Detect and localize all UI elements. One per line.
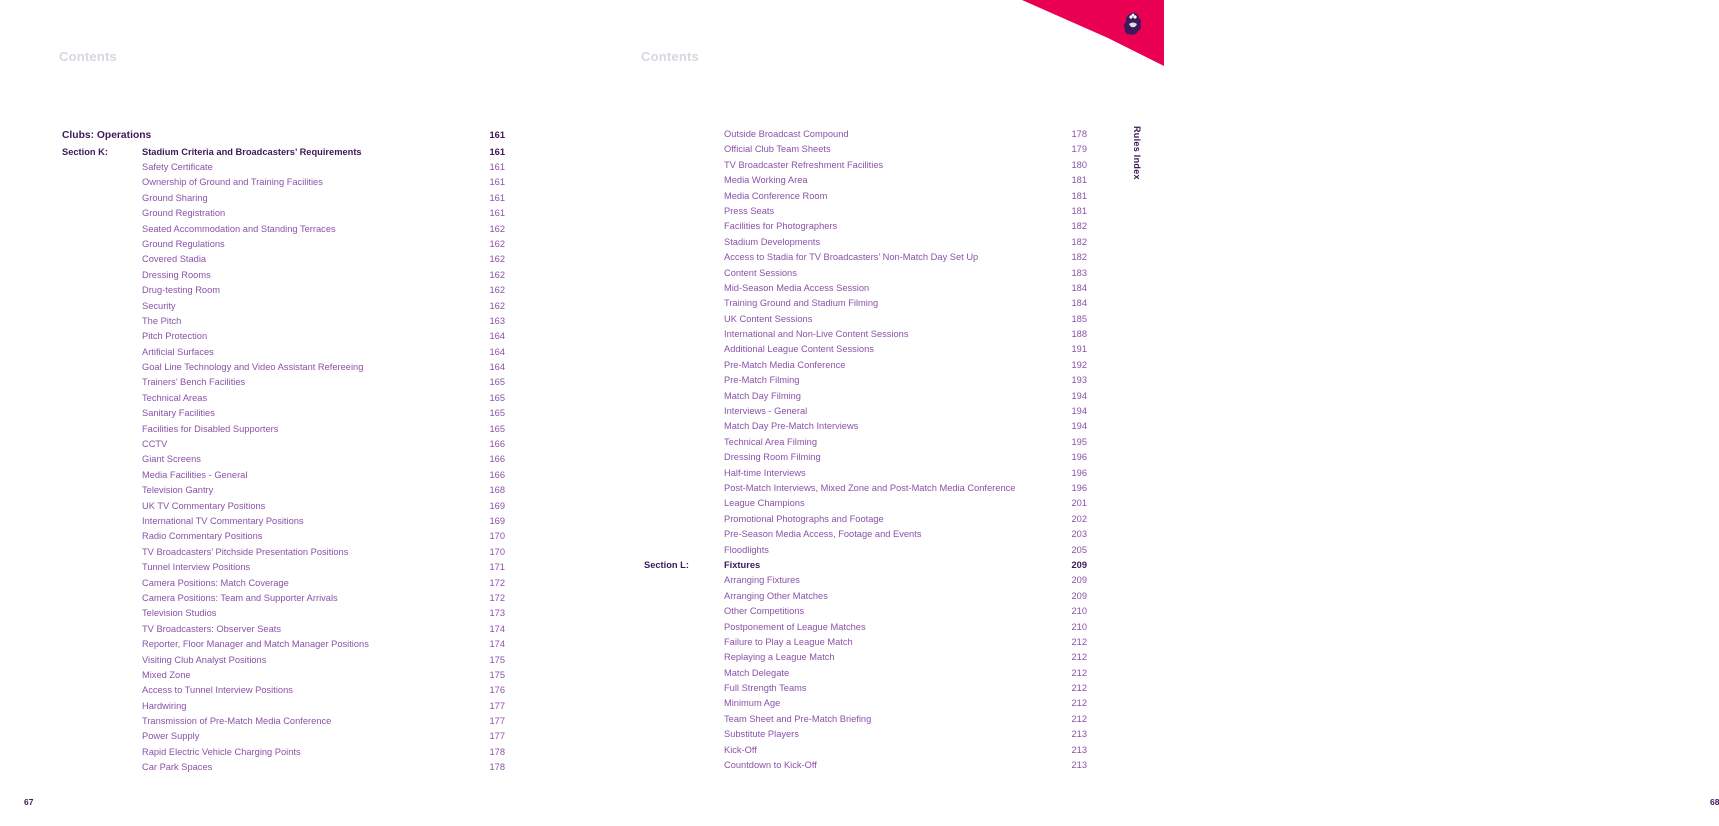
entry-page: 162 (489, 300, 505, 311)
entry-title: Media Facilities - General (142, 469, 248, 480)
entry-page: 162 (489, 223, 505, 234)
entry-title: Drug-testing Room (142, 285, 221, 296)
entry-page: 163 (489, 315, 505, 326)
page-number: 68 (1710, 797, 1719, 807)
entry-title: Pitch Protection (142, 331, 208, 342)
entry-page: 168 (489, 485, 505, 496)
entry-page: 196 (1071, 482, 1087, 493)
entry-page: 210 (1071, 606, 1087, 617)
entry-page: 196 (1071, 467, 1087, 478)
toc-left (62, 127, 505, 776)
entry-title: Safety Certificate (142, 162, 213, 172)
section-title: Stadium Criteria and Broadcasters’ Requirements (142, 147, 362, 157)
toc-group-heading[interactable] (62, 127, 505, 144)
toc-entry[interactable] (62, 360, 505, 375)
entry-title: Television Studios (142, 608, 217, 619)
entry-page: 188 (1071, 329, 1087, 340)
entry-title: Ownership of Ground and Training Facilities (142, 177, 323, 188)
entry-page: 181 (1071, 205, 1087, 216)
entry-page: 180 (1071, 159, 1087, 170)
entry-title: Failure to Play a League Match (724, 636, 853, 647)
entry-page: 212 (1071, 652, 1087, 663)
toc-entry[interactable] (644, 573, 1087, 588)
entry-page: 162 (489, 269, 505, 280)
entry-page: 165 (489, 423, 505, 434)
entry-page: 172 (489, 577, 505, 588)
entry-title: Pre-Match Filming (724, 375, 800, 386)
entry-page: 195 (1071, 436, 1087, 447)
entry-page: 181 (1071, 175, 1087, 186)
toc-entry[interactable] (644, 173, 1087, 188)
entry-page: 192 (1071, 359, 1087, 370)
entry-page: 213 (1071, 744, 1087, 755)
entry-title: Trainers’ Bench Facilities (142, 377, 246, 388)
toc-entry[interactable] (644, 450, 1087, 465)
entry-page: 176 (489, 685, 505, 696)
toc-entry[interactable] (62, 760, 505, 775)
toc-entry[interactable] (62, 437, 505, 452)
toc-entry[interactable] (644, 404, 1087, 419)
section-page: 161 (489, 147, 505, 157)
toc-entry[interactable] (62, 729, 505, 744)
entry-page: 161 (489, 192, 505, 203)
entry-page: 182 (1071, 221, 1087, 232)
toc-entry[interactable] (644, 681, 1087, 696)
entry-page: 212 (1071, 713, 1087, 724)
entry-page: 161 (489, 208, 505, 219)
toc-entry[interactable] (62, 529, 505, 544)
toc-entry[interactable] (644, 189, 1087, 204)
entry-title: Countdown to Kick-Off (724, 760, 817, 771)
toc-entry[interactable] (62, 175, 505, 190)
toc-entry[interactable] (644, 481, 1087, 496)
entry-title: Content Sessions (724, 267, 797, 278)
entry-page: 166 (489, 469, 505, 480)
entry-title: CCTV (142, 439, 168, 450)
toc-entry[interactable] (644, 235, 1087, 250)
entry-page: 179 (1071, 144, 1087, 155)
toc-entry[interactable] (644, 604, 1087, 619)
entry-page: 212 (1071, 698, 1087, 709)
toc-entry[interactable] (644, 327, 1087, 342)
entry-title: Post-Match Interviews, Mixed Zone and Post-Match Media Conference (724, 482, 1016, 493)
entry-title: Power Supply (142, 731, 200, 742)
toc-entry[interactable] (62, 391, 505, 406)
entry-title: Access to Stadia for TV Broadcasters’ Non-Match Day Set Up (724, 252, 979, 263)
toc-entry[interactable] (62, 745, 505, 760)
toc-entry[interactable] (62, 576, 505, 591)
entry-title: Visiting Club Analyst Positions (142, 654, 267, 665)
entry-title: Match Day Filming (724, 390, 801, 401)
entry-page: 172 (489, 592, 505, 603)
toc-entry[interactable] (62, 668, 505, 683)
entry-title: Ground Registration (142, 208, 226, 219)
toc-entry[interactable] (644, 358, 1087, 373)
toc-entry[interactable] (62, 283, 505, 298)
section-page: 209 (1071, 559, 1087, 570)
toc-entry[interactable] (62, 329, 505, 344)
entry-title: Technical Areas (142, 392, 208, 403)
entry-title: Outside Broadcast Compound (724, 129, 849, 139)
toc-section-k[interactable] (62, 144, 505, 160)
toc-entry[interactable] (644, 389, 1087, 404)
entry-page: 162 (489, 254, 505, 265)
entry-title: Kick-Off (724, 744, 757, 755)
toc-entry[interactable] (62, 406, 505, 421)
entry-page: 171 (489, 562, 505, 573)
entry-title: Giant Screens (142, 454, 201, 465)
toc-entry[interactable] (62, 683, 505, 698)
entry-page: 173 (489, 608, 505, 619)
toc-right (644, 127, 1087, 773)
left-page (0, 0, 582, 826)
toc-entry[interactable] (62, 345, 505, 360)
page-heading: Contents (641, 49, 699, 64)
entry-title: Rapid Electric Vehicle Charging Points (142, 746, 301, 757)
entry-title: Transmission of Pre-Match Media Conference (142, 716, 332, 727)
toc-entry[interactable] (62, 468, 505, 483)
entry-title: Dressing Room Filming (724, 452, 821, 463)
entry-page: 185 (1071, 313, 1087, 324)
toc-entry[interactable] (644, 635, 1087, 650)
entry-page: 183 (1071, 267, 1087, 278)
entry-title: Car Park Spaces (142, 762, 213, 773)
entry-title: International and Non-Live Content Sessions (724, 329, 909, 340)
entry-title: Artificial Surfaces (142, 346, 214, 357)
toc-entry[interactable] (644, 512, 1087, 527)
toc-entry[interactable] (644, 696, 1087, 711)
entry-title: Ground Sharing (142, 192, 208, 203)
entry-title: Security (142, 300, 176, 311)
toc-entry[interactable] (644, 496, 1087, 511)
toc-entry[interactable] (644, 620, 1087, 635)
entry-title: Covered Stadia (142, 254, 207, 265)
entry-title: Access to Tunnel Interview Positions (142, 685, 293, 696)
entry-title: Media Conference Room (724, 190, 828, 201)
toc-entry[interactable] (62, 606, 505, 621)
entry-page: 181 (1071, 190, 1087, 201)
right-page (582, 0, 1719, 826)
toc-entry[interactable] (62, 206, 505, 221)
entry-page: 196 (1071, 452, 1087, 463)
entry-page: 178 (1071, 129, 1087, 139)
entry-title: Pre-Season Media Access, Footage and Events (724, 529, 922, 540)
entry-page: 177 (489, 731, 505, 742)
entry-title: Camera Positions: Match Coverage (142, 577, 289, 588)
entry-title: Replaying a League Match (724, 652, 835, 663)
toc-entry[interactable] (644, 743, 1087, 758)
entry-page: 165 (489, 392, 505, 403)
entry-title: Substitute Players (724, 729, 799, 740)
toc-entry[interactable] (62, 637, 505, 652)
entry-title: Stadium Developments (724, 236, 821, 247)
toc-entry[interactable] (644, 589, 1087, 604)
toc-entry[interactable] (644, 727, 1087, 742)
toc-entry[interactable] (62, 514, 505, 529)
toc-entry[interactable] (644, 250, 1087, 265)
entry-page: 162 (489, 238, 505, 249)
toc-entry[interactable] (62, 499, 505, 514)
entry-title: Camera Positions: Team and Supporter Arrivals (142, 592, 338, 603)
toc-entry[interactable] (62, 622, 505, 637)
entry-title: Team Sheet and Pre-Match Briefing (724, 713, 872, 724)
section-label: Section L: (644, 559, 689, 570)
section-label: Section K: (62, 147, 108, 157)
entry-title: Hardwiring (142, 700, 187, 711)
entry-title: Minimum Age (724, 698, 781, 709)
toc-entry[interactable] (644, 543, 1087, 558)
entry-page: 166 (489, 439, 505, 450)
entry-title: Match Delegate (724, 667, 790, 678)
entry-page: 212 (1071, 636, 1087, 647)
toc-entry[interactable] (644, 219, 1087, 234)
entry-page: 174 (489, 623, 505, 634)
toc-entry[interactable] (644, 204, 1087, 219)
entry-title: Television Gantry (142, 485, 214, 496)
toc-entry[interactable] (62, 422, 505, 437)
entry-title: Radio Commentary Positions (142, 531, 263, 542)
page-heading: Contents (59, 49, 117, 64)
entry-page: 191 (1071, 344, 1087, 355)
side-tab-rules-index[interactable]: Rules Index (1132, 126, 1142, 180)
entry-page: 213 (1071, 760, 1087, 771)
entry-title: International TV Commentary Positions (142, 515, 304, 526)
entry-title: Media Working Area (724, 175, 808, 186)
entry-page: 182 (1071, 252, 1087, 263)
entry-page: 177 (489, 700, 505, 711)
entry-page: 182 (1071, 236, 1087, 247)
entry-title: Official Club Team Sheets (724, 144, 831, 155)
entry-title: Dressing Rooms (142, 269, 211, 280)
toc-entry[interactable] (62, 314, 505, 329)
toc-entry[interactable] (644, 266, 1087, 281)
entry-title: Press Seats (724, 205, 775, 216)
toc-entry[interactable] (644, 435, 1087, 450)
entry-title: Pre-Match Media Conference (724, 359, 846, 370)
toc-entry[interactable] (644, 466, 1087, 481)
entry-page: 165 (489, 408, 505, 419)
entry-page: 170 (489, 546, 505, 557)
entry-page: 164 (489, 362, 505, 373)
entry-title: Seated Accommodation and Standing Terraces (142, 223, 336, 234)
entry-title: Half-time Interviews (724, 467, 806, 478)
entry-page: 161 (489, 162, 505, 172)
entry-title: Mixed Zone (142, 669, 191, 680)
entry-title: Arranging Other Matches (724, 590, 828, 601)
toc-entry[interactable] (62, 545, 505, 560)
entry-page: 193 (1071, 375, 1087, 386)
toc-entry[interactable] (644, 650, 1087, 665)
toc-entry[interactable] (62, 237, 505, 252)
toc-entry[interactable] (644, 527, 1087, 542)
entry-page: 203 (1071, 529, 1087, 540)
entry-page: 209 (1071, 590, 1087, 601)
entry-page: 175 (489, 654, 505, 665)
entry-page: 161 (489, 177, 505, 188)
entry-title: League Champions (724, 498, 805, 509)
entry-title: Facilities for Disabled Supporters (142, 423, 279, 434)
toc-entry[interactable] (644, 758, 1087, 773)
entry-title: Facilities for Photographers (724, 221, 838, 232)
entry-page: 170 (489, 531, 505, 542)
entry-title: TV Broadcasters’ Pitchside Presentation Positions (142, 546, 349, 557)
entry-page: 178 (489, 746, 505, 757)
entry-title: The Pitch (142, 315, 182, 326)
entry-title: Floodlights (724, 544, 769, 555)
toc-entry[interactable] (644, 342, 1087, 357)
entry-title: Mid-Season Media Access Session (724, 282, 870, 293)
entry-page: 194 (1071, 421, 1087, 432)
entry-page: 213 (1071, 729, 1087, 740)
entry-title: Arranging Fixtures (724, 575, 800, 586)
toc-entry[interactable] (644, 281, 1087, 296)
entry-page: 175 (489, 669, 505, 680)
toc-entry[interactable] (62, 299, 505, 314)
entry-page: 164 (489, 346, 505, 357)
entry-title: Postponement of League Matches (724, 621, 866, 632)
toc-entry[interactable] (644, 158, 1087, 173)
entry-title: Match Day Pre-Match Interviews (724, 421, 859, 432)
toc-entry[interactable] (644, 142, 1087, 157)
entry-title: Reporter, Floor Manager and Match Manager Positions (142, 639, 369, 650)
toc-entry[interactable] (62, 483, 505, 498)
toc-entry[interactable] (62, 252, 505, 267)
toc-entry[interactable] (62, 268, 505, 283)
entry-title: Additional League Content Sessions (724, 344, 874, 355)
section-title: Fixtures (724, 559, 761, 570)
toc-entry[interactable] (644, 419, 1087, 434)
toc-items (644, 573, 1087, 773)
entry-page: 178 (489, 762, 505, 773)
entry-page: 184 (1071, 298, 1087, 309)
toc-entry[interactable] (644, 312, 1087, 327)
toc-entry[interactable] (62, 160, 505, 175)
toc-section-l[interactable] (644, 558, 1087, 573)
entry-page: 174 (489, 639, 505, 650)
entry-page: 205 (1071, 544, 1087, 555)
toc-entry[interactable] (62, 560, 505, 575)
toc-entry[interactable] (644, 373, 1087, 388)
entry-page: 201 (1071, 498, 1087, 509)
entry-page: 162 (489, 285, 505, 296)
entry-page: 177 (489, 716, 505, 727)
entry-title: Training Ground and Stadium Filming (724, 298, 879, 309)
entry-title: Tunnel Interview Positions (142, 562, 251, 573)
entry-title: Other Competitions (724, 606, 805, 617)
toc-entry[interactable] (62, 222, 505, 237)
entry-title: UK Content Sessions (724, 313, 813, 324)
entry-title: Technical Area Filming (724, 436, 818, 447)
entry-page: 194 (1071, 390, 1087, 401)
entry-page: 210 (1071, 621, 1087, 632)
entry-page: 164 (489, 331, 505, 342)
entry-page: 169 (489, 515, 505, 526)
entry-page: 209 (1071, 575, 1087, 586)
toc-items (62, 160, 505, 776)
toc-entry[interactable] (62, 591, 505, 606)
entry-title: Goal Line Technology and Video Assistant Refereeing (142, 362, 364, 373)
toc-entry[interactable] (644, 296, 1087, 311)
page-number: 67 (24, 797, 34, 807)
entry-title: UK TV Commentary Positions (142, 500, 266, 511)
toc-entry[interactable] (644, 666, 1087, 681)
entry-title: Interviews - General (724, 406, 808, 417)
entry-page: 184 (1071, 282, 1087, 293)
toc-entry[interactable] (62, 191, 505, 206)
group-title: Clubs: Operations (62, 130, 152, 141)
toc-entry[interactable] (644, 712, 1087, 727)
entry-page: 165 (489, 377, 505, 388)
entry-page: 202 (1071, 513, 1087, 524)
entry-page: 212 (1071, 683, 1087, 694)
entry-title: Sanitary Facilities (142, 408, 215, 419)
toc-entry[interactable] (62, 653, 505, 668)
toc-entry[interactable] (644, 127, 1087, 142)
entry-page: 169 (489, 500, 505, 511)
toc-entry[interactable] (62, 699, 505, 714)
entry-title: Full Strength Teams (724, 683, 807, 694)
entry-page: 166 (489, 454, 505, 465)
entry-title: TV Broadcaster Refreshment Facilities (724, 159, 884, 170)
entry-title: Ground Regulations (142, 238, 225, 249)
toc-entry[interactable] (62, 375, 505, 390)
toc-items (644, 127, 1087, 558)
entry-page: 212 (1071, 667, 1087, 678)
toc-entry[interactable] (62, 714, 505, 729)
entry-title: TV Broadcasters: Observer Seats (142, 623, 281, 634)
toc-entry[interactable] (62, 452, 505, 467)
entry-title: Promotional Photographs and Footage (724, 513, 884, 524)
group-page: 161 (489, 130, 505, 140)
entry-page: 194 (1071, 406, 1087, 417)
